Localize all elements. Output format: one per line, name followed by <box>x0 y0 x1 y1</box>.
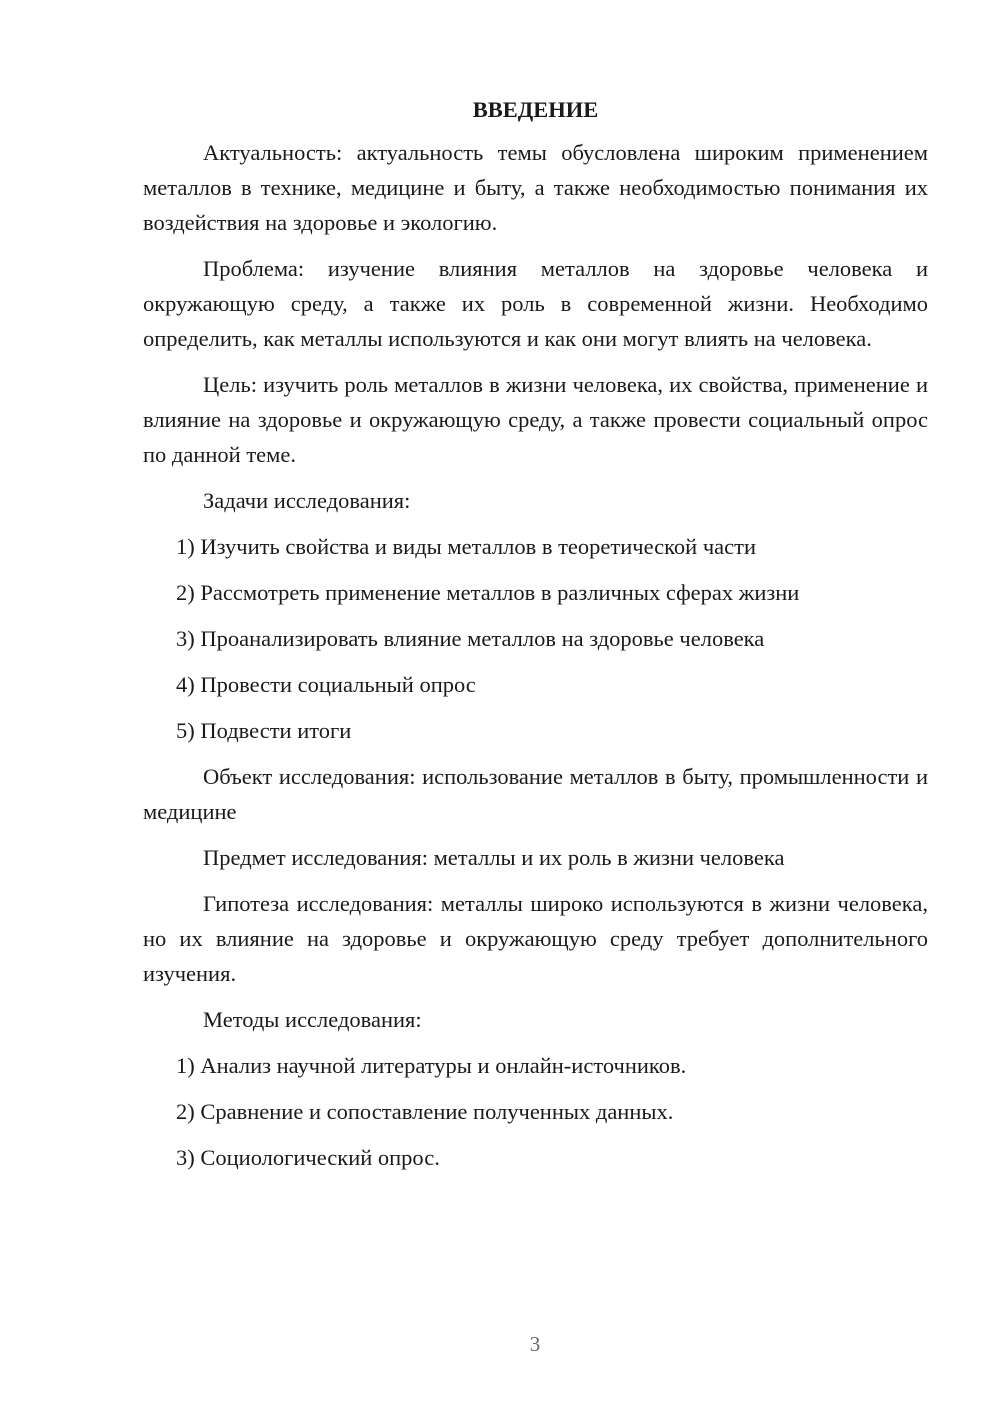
problem-paragraph: Проблема: изучение влияния металлов на здоровье человека и окружающую среду, а также их роль в современной жизни. Необходимо определить, как металлы используются и как они могут влиять на человека. <box>143 256 928 351</box>
page-content <box>143 92 928 1186</box>
task-item: 1) Изучить свойства и виды металлов в теоретической части <box>176 534 757 559</box>
relevance-paragraph: Актуальность: актуальность темы обусловлена широким применением металлов в технике, медицине и быту, а также необходимостью понимания их воздействия на здоровье и экологию. <box>143 140 928 235</box>
task-item: 4) Провести социальный опрос <box>176 672 476 697</box>
task-item: 3) Проанализировать влияние металлов на здоровье человека <box>176 626 765 651</box>
section-title: ВВЕДЕНИЕ <box>472 97 599 122</box>
method-item: 3) Социологический опрос. <box>176 1145 440 1170</box>
subject-paragraph: Предмет исследования: металлы и их роль в жизни человека <box>203 845 785 870</box>
method-item: 1) Анализ научной литературы и онлайн-источников. <box>176 1053 687 1078</box>
task-item: 5) Подвести итоги <box>176 718 352 743</box>
page-number: 3 <box>529 1332 541 1356</box>
task-item: 2) Рассмотреть применение металлов в различных сферах жизни <box>176 580 800 605</box>
methods-heading: Методы исследования: <box>203 1007 422 1032</box>
goal-paragraph: Цель: изучить роль металлов в жизни человека, их свойства, применение и влияние на здоровье и окружающую среду, а также провести социальный опрос по данной теме. <box>143 372 928 467</box>
tasks-heading: Задачи исследования: <box>203 488 411 513</box>
object-paragraph: Объект исследования: использование металлов в быту, промышленности и медицине <box>143 764 928 824</box>
method-item: 2) Сравнение и сопоставление полученных данных. <box>176 1099 674 1124</box>
hypothesis-paragraph: Гипотеза исследования: металлы широко используются в жизни человека, но их влияние на здоровье и окружающую среду требует дополнительного изучения. <box>143 891 928 986</box>
